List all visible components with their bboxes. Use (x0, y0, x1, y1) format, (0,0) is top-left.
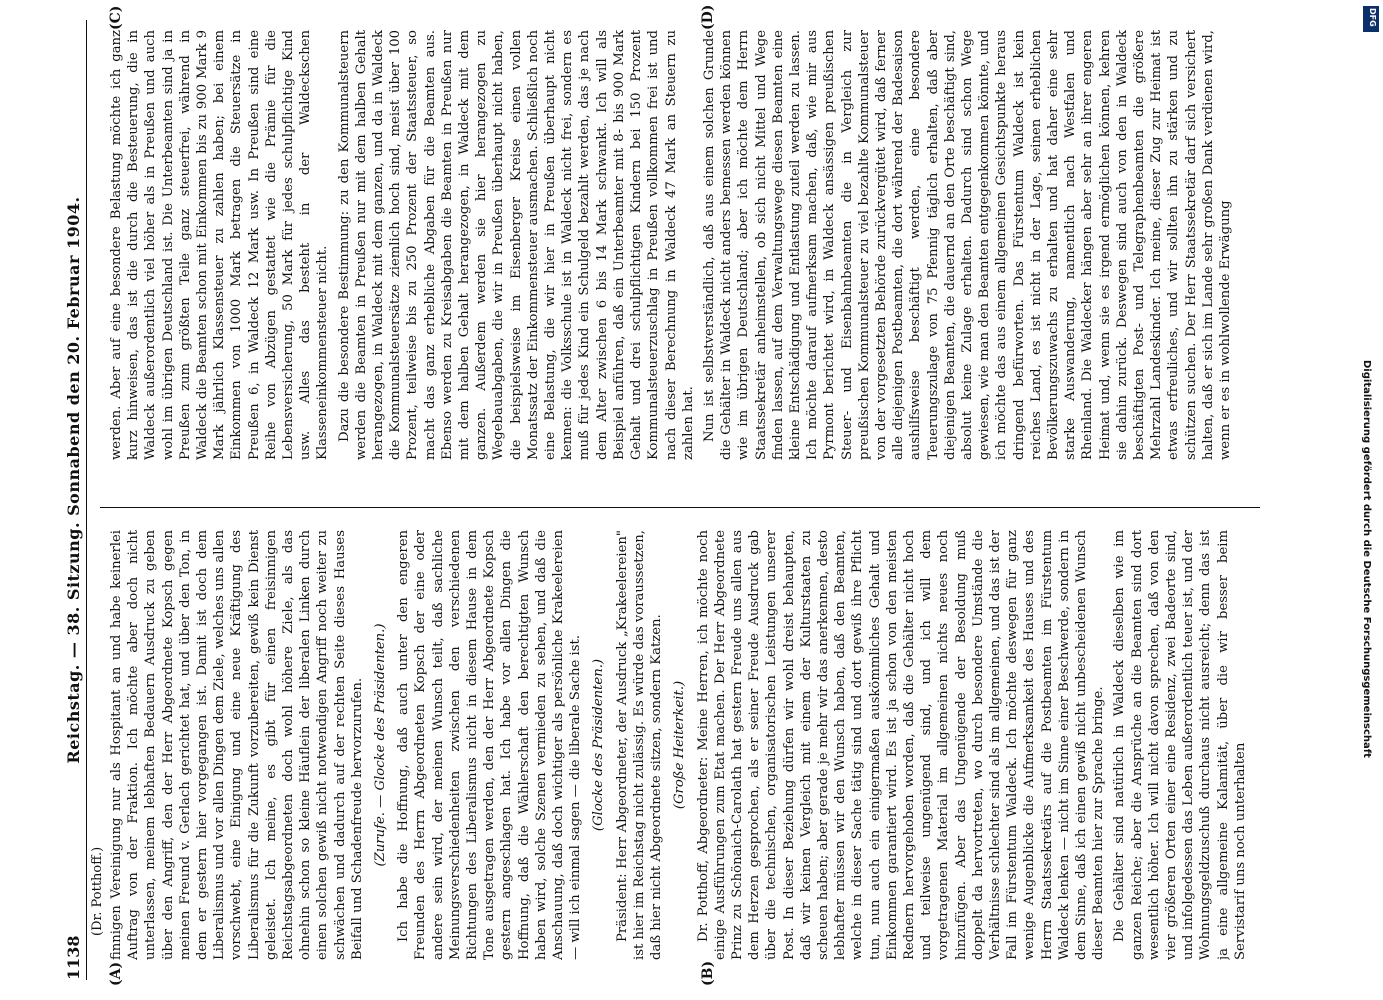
paragraph: Nun ist selbstverständlich, daß aus einem solchen Grunde die Gehälter in Waldeck nicht anders bemessen werden können wie im übrigen Deutschland; aber ich möchte dem Herrn Staatssekretär anheimstellen, ob sich nicht Mittel und Wege finden lassen, auf dem Verwaltungswege diesen Beamten eine kleine Entschädigung und Entlastung zuteil werden zu lassen. Ich möchte darauf aufmerksam machen, daß, wie mir aus Pyrmont berichtet wird, in Waldeck ansässigen preußischen Steuer- und Eisenbahnbeamten die in Vergleich zur preußischen Kommunalsteuer zu viel bezahlte Kommunalsteuer von der vorgesetzten Behörde zurückvergütet wird, daß ferner alle diejenigen Postbeamten, die dort während der Badesaison aushilfsweise beschäftigt werden, eine besondere Teuerungszulage von 75 Pfennig täglich erhalten, daß aber diejenigen Beamten, die dauernd an den Orte beschäftigt sind, absolut keine Zulage erhalten. Dadurch sind schon Wege gewiesen, wie man den Beamten entgegenkommen könnte, und ich möchte das aus einem allgemeinen Gesichtspunkte heraus dringend befürworten. Das Fürstentum Waldeck ist kein reiches Land, es ist nicht in der Lage, seinen erheblichen Bevölkerungszuwachs zu erhalten und hat daher eine sehr starke Auswanderung, namentlich nach Westfalen und Rheinland. Die Waldecker hängen aber sehr an ihrer engeren Heimat und, wenn sie es irgend ermöglichen können, kehren sie dahin zurück. Deswegen sind auch von den in Waldeck beschäftigten Post- und Telegraphenbeamten die größere Mehrzahl Landeskinder. Ich meine, dieser Zug zur Heimat ist etwas erfreuliches, und wir sollten ihn zu stärken und zu schützen suchen. Der Herr Staatssekretär darf sich versichert halten, daß er sich im Lande sehr großen Dank verdienen wird, wenn er es in wohlwollende Erwägung (701, 30, 1233, 460)
paragraph: Präsident: Herr Abgeordneter, der Ausdruck „Krakeelereien" ist hier im Reichstag nicht zulässig. Es würde das voraussetzen, daß hier nicht Abgeordnete sitzen, sondern Katzen. (614, 530, 665, 960)
page-number: 1138 (64, 935, 83, 980)
paragraph: Ich habe die Hoffnung, daß auch unter den engeren Freunden des Herrn Abgeordneten Kopsch der eine oder andere sein wird, der meinen Wunsch teilt, daß sachliche Meinungsverschiedenheiten zwischen den verschiedenen Richtungen des Liberalismus nicht in diesem Hause in dem Tone ausgetragen werden, den der Herr Abgeordnete Kopsch gestern angeschlagen hat. Ich habe vor allen Dingen die Hoffnung, daß die Wählerschaft den berechtigten Wunsch haben wird, solche Szenen vermieden zu sehen, und daß die Anschauung, daß doch wichtiger als persönliche Krakeelereien — will ich einmal sagen — die liberale Sache ist. (396, 530, 584, 960)
paragraph: Dazu die besondere Bestimmung: zu den Kommunalsteuern werden die Beamten in Preußen nur mit dem halben Gehalt herangezogen, in Waldeck mit dem ganzen, und da in Waldeck die Kommunalsteuersätze ziemlich hoch sind, meist über 100 Prozent, teilweise bis zu 250 Prozent der Staatssteuer, so macht das ganz erhebliche Abgaben für die Beamten aus. Ebenso werden zu Kreisabgaben die Beamten in Preußen nur mit dem halben Gehalt herangezogen, in Waldeck mit dem ganzen. Außerdem werden sie hier herangezogen zu Wegebauabgaben, die wir in Preußen überhaupt nicht haben, die beispielsweise im Eisenberger Kreise einen vollen Monatssatz der Einkommensteuer ausmachen. Schließlich noch eine Belastung, die wir hier in Preußen überhaupt nicht kennen: die Volksschule ist in Waldeck nicht frei, sondern es muß für jedes Kind ein Schulgeld bezahlt werden, das je nach dem Alter zwischen 6 bis 14 Mark schwankt. Ich will als Beispiel anführen, daß ein Unterbeamter mit 8- bis 900 Mark Gehalt und drei schulpflichtigen Kindern bei 150 Prozent Kommunalsteuerzuschlag in Preußen vollkommen frei ist und nach dieser Berechnung in Waldeck 47 Mark an Steuern zu zahlen hat. (336, 30, 696, 460)
page-title: Reichstag. — 38. Sitzung. Sonnabend den 20. Februar 1904. (64, 196, 83, 764)
paragraph: finnigen Vereinigung nur als Hospitant an und habe keinerlei Auftrag von der Fraktion. Ich möchte aber doch nicht unterlassen, meinem lebhaften Bedauern Ausdruck zu geben über den Angriff, den der Herr Abgeordnete Kopsch gegen meinen Freund v. Gerlach gerichtet hat, und über den Ton, in dem er gestern hier vorgegangen ist. Damit ist doch dem Liberalismus und vor allen Dingen dem Ziele, welches uns allen vorschwebt, eine Einigung und eine neue Kräftigung des Liberalismus für die Zukunft vorzubereiten, gewiß kein Dienst geleistet. Ich meine, es gibt für einen freisinnigen Reichstagsabgeordneten doch wohl höhere Ziele, als das ohnehin schon so kleine Häuflein der liberalen Linken durch einen solchen gewiß nicht notwendigen Angriff noch weiter zu schwächen und dadurch auf der rechten Seite dieses Hauses Beifall und Schadenfreude hervorzurufen. (109, 530, 365, 960)
dfg-logo (1363, 6, 1379, 32)
margin-marker-d: (D) (700, 4, 716, 30)
right-column (108, 30, 1248, 460)
paragraph: Die Gehälter sind natürlich in Waldeck dieselben wie im ganzen Reiche; aber die Ansprüche an die Beamten sind dort wesentlich höher. Ich will nicht davon sprechen, daß von den vier größeren Orten einer eine Residenz, zwei Badeorte sind, und infolgedessen das Leben außerordentlich teuer ist, und der Wohnungsgeldzuschuß durchaus nicht ausreicht; denn das ist ja eine allgemeine Kalamität, über die wir besser beim Servistarif uns noch unterhalten (1112, 530, 1248, 960)
paragraph: Dr. Potthoff, Abgeordneter: Meine Herren, ich möchte noch einige Ausführungen zum Etat machen. Der Herr Abgeordnete Prinz zu Schönaich-Carolath hat gestern Freude uns allen aus dem Herzen gesprochen, als er seiner Freude Ausdruck gab über die technischen, organisatorischen Leistungen unserer Post. In dieser Beziehung dürfen wir wohl dreist behaupten, daß wir keinen Vergleich mit einem der Kulturstaaten zu scheuen haben; aber gerade je mehr wir das anerkennen, desto lebhafter müssen wir den Wunsch haben, daß den Beamten, welche in dieser Sache tätig sind und dort gewiß ihre Pflicht tun, nun auch ein einigermaßen auskömmliches Gehalt und Einkommen garantiert wird. Es ist ja schon von den meisten Rednern hervorgehoben worden, daß die Gehälter nicht hoch und teilweise ungenügend sind, und ich will dem vorgetragenen Material im allgemeinen nichts neues noch hinzufügen. Aber das Ungenügende der Besoldung muß doppelt da hervortreten, wo durch besondere Umstände die Verhältnisse schlechter sind als im allgemeinen, und das ist der Fall im Fürstentum Waldeck. Ich möchte deswegen für ganz wenige Augenblicke die Aufmerksamkeit des Hauses und des Herrn Staatssekretärs auf die Postbeamten im Fürstentum Waldeck lenken — nicht im Sinne einer Beschwerde, sondern in dem Sinne, daß ich einen gewiß nicht unbescheidenen Wunsch dieser Beamten hier zur Sprache bringe. (695, 530, 1107, 960)
dfg-logo-text: DFG (1368, 8, 1377, 27)
margin-marker-c: (C) (108, 5, 124, 30)
funding-note-text: Digitalisierung gefördert durch die Deutsche Forschungsgemeinschaft (1361, 360, 1372, 758)
margin-marker-a: (A) (108, 961, 124, 986)
interjection: (Zurufe. — Glocke des Präsidenten.) (373, 623, 389, 867)
page-header (62, 20, 87, 980)
speaker-tag: (Dr. Potthoff.) (90, 846, 105, 936)
column-divider (100, 507, 1260, 508)
margin-marker-b: (B) (700, 960, 716, 986)
interjection: (Große Heiterkeit.) (672, 680, 688, 810)
interjection: (Glocke des Präsidenten.) (591, 658, 607, 832)
paragraph: werden. Aber auf eine besondere Belastung möchte ich ganz kurz hinweisen, das ist die durch die Besteuerung, die in Waldeck außerordentlich viel höher als in Preußen und auch wohl im übrigen Deutschland ist. Die Unterbeamten sind ja in Preußen zum größten Teile ganz steuerfrei, während in Waldeck die Beamten schon mit Einkommen bis zu 900 Mark 9 Mark jährlich Klassensteuer zu zahlen haben; bei einem Einkommen von 1000 Mark betragen die Steuersätze in Preußen 6, in Waldeck 12 Mark usw. In Preußen sind eine Reihe von Abzügen gestattet wie die Prämie für die Lebensversicherung, 50 Mark für jedes schulpflichtige Kind usw. Alles das besteht in der Waldeckschen Klasseneinkommensteuer nicht. (109, 30, 331, 460)
left-column (108, 530, 1248, 960)
